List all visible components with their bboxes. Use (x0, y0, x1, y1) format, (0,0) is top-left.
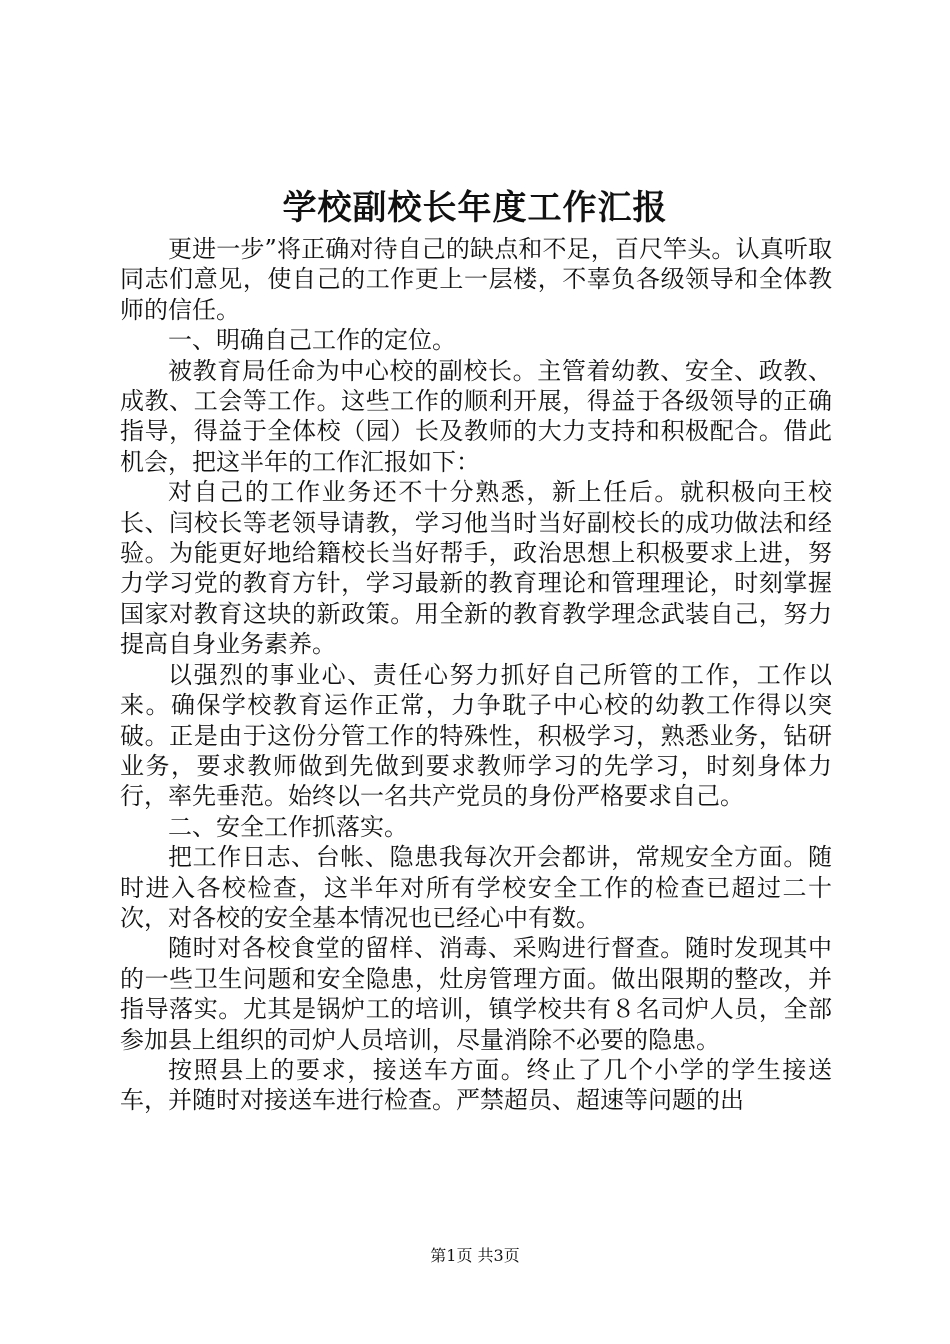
paragraph: 对自己的工作业务还不十分熟悉，新上任后。就积极向王校长、闫校长等老领导请教，学习他当时当好副校长的成功做法和经验。为能更好地给籍校长当好帮手，政治思想上积极要求上进，努力学习党的教育方针，学习最新的教育理论和管理理论，时刻掌握国家对教育这块的新政策。用全新的教育教学理念武装自己，努力提高自身业务素养。 (120, 478, 832, 659)
document-title: 学校副校长年度工作汇报 (282, 188, 668, 228)
paragraph: 以强烈的事业心、责任心努力抓好自己所管的工作，工作以来。确保学校教育运作正常，力争耽子中心校的幼教工作得以突破。正是由于这份分管工作的特殊性，积极学习，熟悉业务，钻研业务，要求教师做到先做到要求教师学习的先学习，时刻身体力行，率先垂范。始终以一名共产党员的身份严格要求自己。 (120, 660, 832, 811)
paragraph: 更进一步”将正确对待自己的缺点和不足，百尺竿头。认真听取同志们意见，使自己的工作更上一层楼，不辜负各级领导和全体教师的信任。 (120, 235, 832, 324)
document-body (120, 234, 832, 1116)
paragraph: 把工作日志、台帐、隐患我每次开会都讲，常规安全方面。随时进入各校检查，这半年对所有学校安全工作的检查已超过二十次，对各校的安全基本情况也已经心中有数。 (120, 843, 832, 932)
paragraph: 随时对各校食堂的留样、消毒、采购进行督查。随时发现其中的一些卫生问题和安全隐患，灶房管理方面。做出限期的整改，并指导落实。尤其是锅炉工的培训，镇学校共有８名司炉人员，全部参加县上组织的司炉人员培训，尽量消除不必要的隐患。 (120, 934, 832, 1054)
paragraph: 按照县上的要求，接送车方面。终止了几个小学的学生接送车，并随时对接送车进行检查。严禁超员、超速等问题的出 (120, 1055, 832, 1115)
section-heading: 二、安全工作抓落实。 (168, 812, 408, 841)
paragraph: 被教育局任命为中心校的副校长。主管着幼教、安全、政教、成教、工会等工作。这些工作的顺利开展，得益于各级领导的正确指导，得益于全体校（园）长及教师的大力支持和积极配合。借此机会，把这半年的工作汇报如下： (120, 356, 832, 476)
page-footer: 第1页 共3页 (430, 1246, 520, 1265)
section-heading: 一、明确自己工作的定位。 (168, 326, 456, 355)
